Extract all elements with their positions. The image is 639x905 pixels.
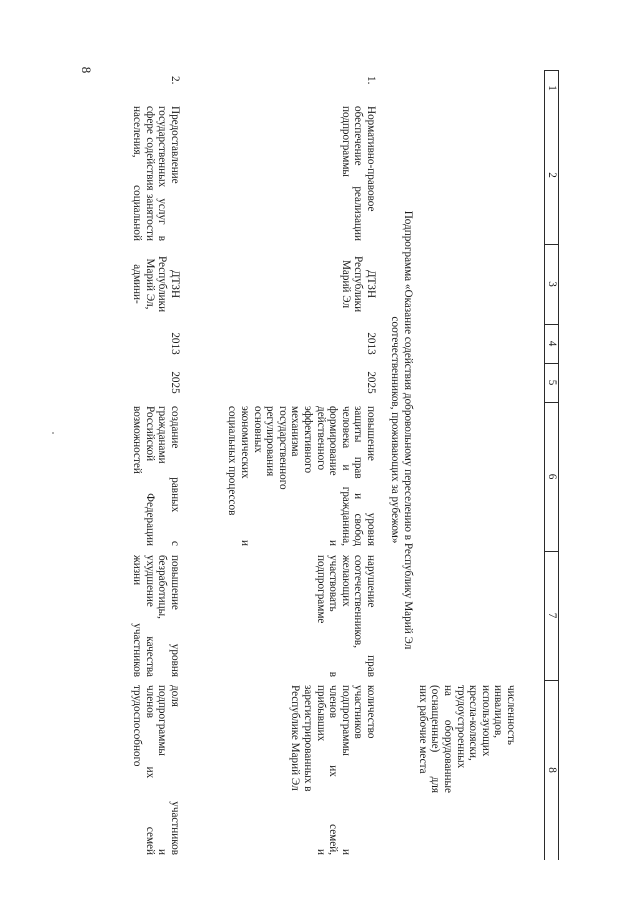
row1-col7: нарушение прав соотечественников, желающих участвовать в подпрограмме (314, 555, 377, 677)
header-col-7: 7 (546, 612, 558, 619)
row1-start-year: 2013 (365, 332, 377, 355)
row1-col2: Нормативно-правовое обеспечение реализации подпрограммы (339, 106, 377, 241)
header-col-5: 5 (546, 379, 558, 386)
header-col-8: 8 (546, 767, 558, 773)
header-col-3: 3 (546, 281, 558, 287)
table-top-border (558, 70, 559, 860)
continuation-col8: численность инвалидов, использующих кресла-коляски, трудоустроенных на оборудованные (оснащенные) для них рабочие места (416, 685, 517, 793)
row1-end-year: 2025 (365, 371, 377, 394)
page-number: 8 (79, 66, 94, 74)
subprogram-title: Подпрограмма «Оказание содействия добровольному переселению в Республику Марий Эл соотечественников, проживающих за рубежом» (389, 210, 414, 650)
header-col-1: 1 (546, 85, 558, 91)
row2-col7: повышение уровня безработицы, ухудшение качества жизни участников (131, 555, 181, 677)
header-col-2: 2 (546, 172, 558, 178)
row1-col3: ДТЗН Республики Марий Эл (339, 255, 377, 313)
row2-num: 2. (169, 76, 181, 85)
header-col-6: 6 (546, 473, 558, 480)
row2-col6: создание равных с гражданами Российской Федерации возможностей (131, 406, 181, 546)
row1-num: 1. (365, 76, 377, 85)
header-col-4: 4 (546, 340, 558, 347)
rotated-table (110, 70, 559, 860)
row2-col8: доля участников подпрограммы и членов их семей трудоспособного (131, 685, 181, 855)
row2-col2: Предоставление государственных услуг в сфере содействия занятости населения, социальной (131, 106, 181, 241)
row1-col6: повышение уровня защиты прав и свобод человека и гражданина, формирование и действенного эффективного механизма государственного регулирования основных экономических и социальных процессов (226, 406, 377, 546)
row2-start-year: 2013 (169, 332, 181, 355)
row2-end-year: 2025 (169, 371, 181, 394)
scan-speck (52, 432, 54, 434)
row2-col3: ДТЗН Республики Марий Эл, админи- (131, 255, 181, 313)
row1-col8: количество участников подпрограммы и членов их семей, прибывших и зарегистрированных в Республике Марий Эл (289, 685, 377, 855)
